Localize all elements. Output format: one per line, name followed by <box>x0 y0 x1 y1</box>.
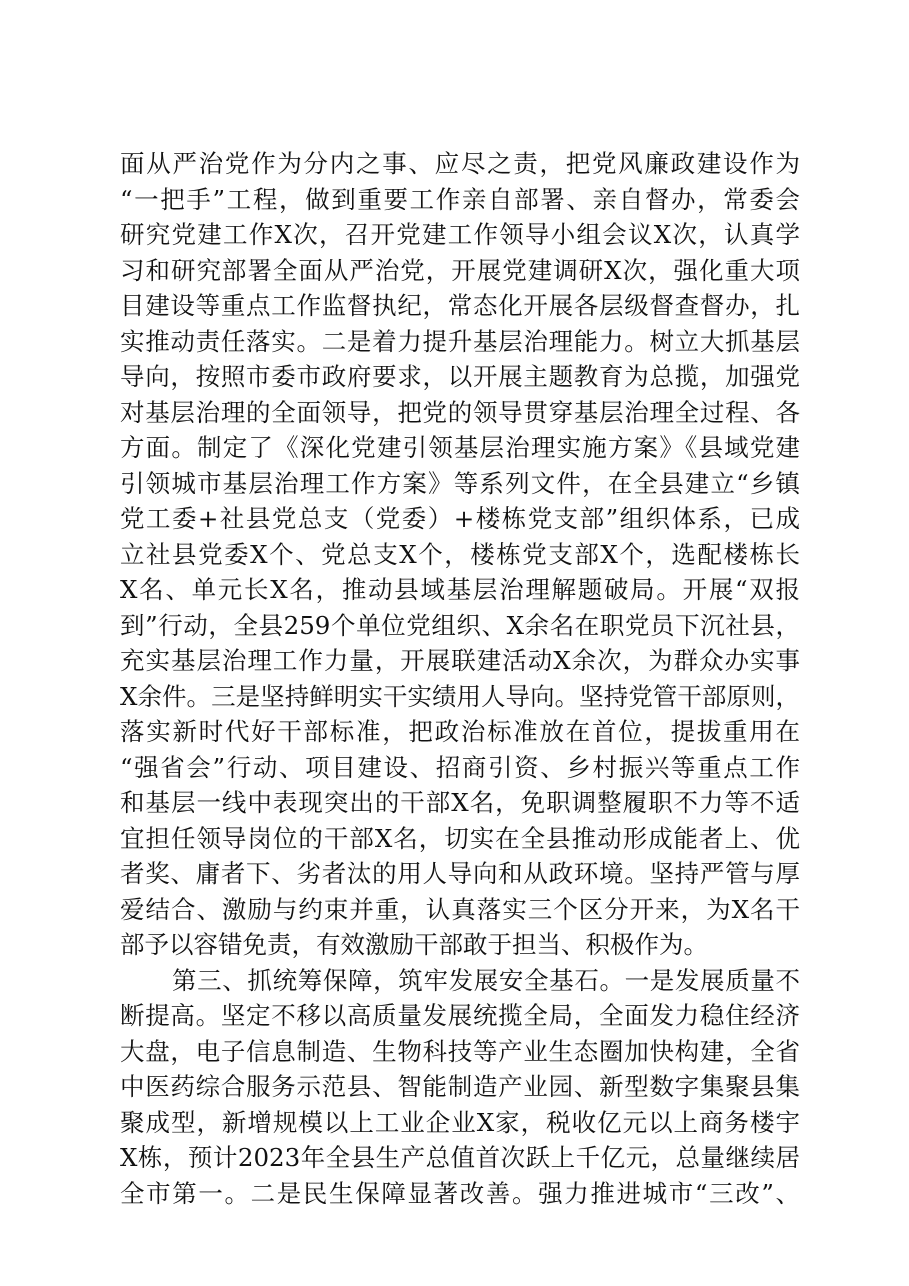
text-line: 全市第一。二是民生保障显著改善。强力推进城市“三改”、 <box>120 1178 800 1208</box>
text-line: X名、单元长X名，推动县域基层治理解题破局。开展“双报 <box>120 575 800 604</box>
text-line: 立社县党委X个、党总支X个，楼栋党支部X个，选配楼栋长 <box>120 539 800 569</box>
text-line: 党工委+社县党总支（党委）+楼栋党支部”组织体系，已成 <box>120 504 800 533</box>
text-line: X余件。三是坚持鲜明实干实绩用人导向。坚持党管干部原则， <box>120 681 800 711</box>
text-line: “强省会”行动、项目建设、招商引资、乡村振兴等重点工作 <box>120 752 800 782</box>
text-line: 研究党建工作X次，召开党建工作领导小组会议X次，认真学 <box>120 220 800 249</box>
text-line: 断提高。坚定不移以高质量发展统揽全局，全面发力稳住经济 <box>120 1001 800 1030</box>
text-line: 实推动责任落实。二是着力提升基层治理能力。树立大抓基层 <box>120 326 800 356</box>
paragraph-end-line: 部予以容错免责，有效激励干部敢于担当、积极作为。 <box>120 930 708 959</box>
text-line: 对基层治理的全面领导，把党的领导贯穿基层治理全过程、各 <box>120 397 800 427</box>
text-line: 大盘，电子信息制造、生物科技等产业生态圈加快构建，全省 <box>120 1036 800 1066</box>
text-line: 中医药综合服务示范县、智能制造产业园、新型数字集聚县集 <box>120 1072 800 1101</box>
text-line: 和基层一线中表现突出的干部X名，免职调整履职不力等不适 <box>120 788 800 817</box>
text-line: 到”行动，全县259个单位党组织、X余名在职党员下沉社县， <box>120 610 800 640</box>
text-line: 目建设等重点工作监督执纪，常态化开展各层级督查督办，扎 <box>120 291 800 320</box>
text-line: 聚成型，新增规模以上工业企业X家，税收亿元以上商务楼宇 <box>120 1107 800 1137</box>
text-line: 落实新时代好干部标准，把政治标准放在首位，提拔重用在 <box>120 717 800 746</box>
text-line: X栋，预计2023年全县生产总值首次跃上千亿元，总量继续居 <box>120 1143 800 1172</box>
text-line: 导向，按照市委市政府要求，以开展主题教育为总揽，加强党 <box>120 362 800 391</box>
text-line: “一把手”工程，做到重要工作亲自部署、亲自督办，常委会 <box>120 184 800 214</box>
text-line: 者奖、庸者下、劣者汰的用人导向和从政环境。坚持严管与厚 <box>120 859 800 888</box>
text-line: 宜担任领导岗位的干部X名，切实在全县推动形成能者上、优 <box>120 823 800 853</box>
text-line: 引领城市基层治理工作方案》等系列文件，在全县建立“乡镇 <box>120 468 800 498</box>
text-line: 面从严治党作为分内之事、应尽之责，把党风廉政建设作为 <box>120 149 800 178</box>
text-line: 充实基层治理工作力量，开展联建活动X余次，为群众办实事 <box>120 646 800 675</box>
text-line: 爱结合、激励与约束并重，认真落实三个区分开来，为X名干 <box>120 894 800 924</box>
body-text <box>120 146 800 1211</box>
text-line: 方面。制定了《深化党建引领基层治理实施方案》《县域党建 <box>120 433 800 462</box>
text-line: 习和研究部署全面从严治党，开展党建调研X次，强化重大项 <box>120 255 800 285</box>
paragraph-start-line: 第三、抓统筹保障，筑牢发展安全基石。一是发展质量不 <box>172 965 800 995</box>
